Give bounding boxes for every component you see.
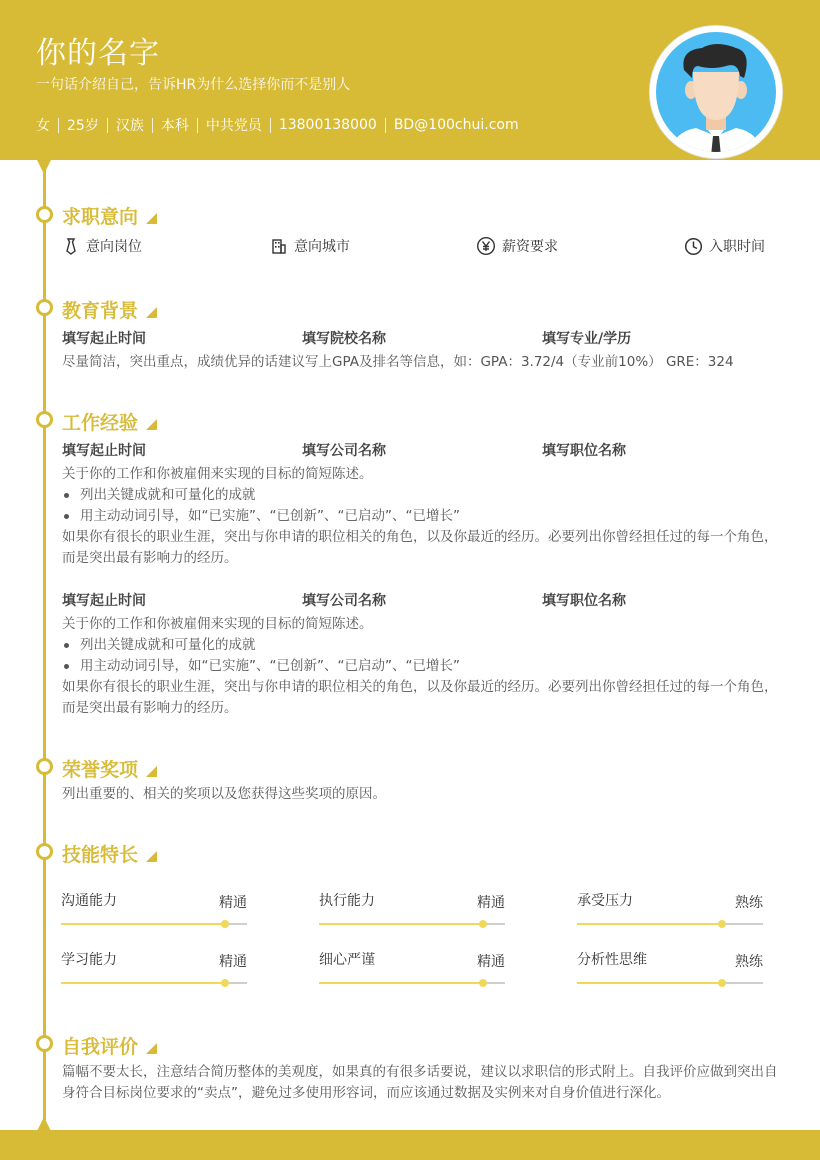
skill-name: 细心严谨: [319, 952, 375, 968]
honors-description: 列出重要的、相关的奖项以及您获得这些奖项的原因。: [62, 786, 386, 802]
skill-bar-fill: [61, 982, 225, 984]
footer-bar: [0, 1130, 820, 1160]
work-bullet: 用主动动词引导，如“已实施”、“已创新”、“已启动”、“已增长”: [62, 656, 460, 677]
skill-item: [319, 890, 505, 930]
skill-bar-knob: [221, 920, 229, 928]
timeline-dot: [36, 411, 53, 428]
skill-bar-knob: [718, 979, 726, 987]
skill-level: 精通: [477, 954, 505, 970]
work-intro: 关于你的工作和你被雇佣来实现的目标的简短陈述。: [62, 616, 373, 632]
personal-info: [36, 115, 519, 135]
corner-triangle-icon: [146, 1043, 157, 1054]
skill-bar-fill: [577, 982, 722, 984]
self-evaluation-text: 篇幅不要太长，注意结合简历整体的美观度，如果真的有很多话要说，建议以求职信的形式附上。自我评价应做到突出自身符合目标岗位要求的“卖点”，避免过多使用形容词，而应该通过数据及实例来对自身价值进行深化。: [62, 1064, 778, 1101]
skill-item: [577, 949, 763, 989]
work-position: 填写职位名称: [542, 593, 626, 609]
info-phone[interactable]: 13800138000: [278, 117, 377, 133]
skill-level: 精通: [477, 895, 505, 911]
intent-position: 意向岗位: [62, 236, 142, 256]
skill-item: [61, 949, 247, 989]
info-divider: [197, 118, 198, 133]
section-title-self-evaluation: 自我评价: [62, 1032, 157, 1059]
work-bullet: 列出关键成就和可量化的成就: [62, 485, 256, 506]
info-divider: [152, 118, 153, 133]
intent-city: 意向城市: [270, 236, 350, 256]
intent-salary: 薪资要求: [476, 236, 558, 256]
skill-level: 精通: [219, 954, 247, 970]
info-divider: [58, 118, 59, 133]
avatar-illustration: [656, 32, 776, 152]
timeline-dot: [36, 1035, 53, 1052]
intent-start-date: 入职时间: [684, 236, 765, 256]
skill-item: [319, 949, 505, 989]
skill-bar-fill: [319, 923, 483, 925]
timeline-dot: [36, 206, 53, 223]
skill-bar-fill: [577, 923, 722, 925]
clock-icon: [684, 237, 703, 256]
person-icon: [656, 32, 776, 152]
skill-name: 分析性思维: [577, 952, 647, 968]
section-title-skills: 技能特长: [62, 840, 157, 867]
work-company: 填写公司名称: [302, 593, 386, 609]
skill-level: 熟练: [735, 954, 763, 970]
work-position: 填写职位名称: [542, 443, 626, 459]
skill-level: 熟练: [735, 895, 763, 911]
skill-bar-knob: [479, 979, 487, 987]
skill-name: 学习能力: [61, 952, 117, 968]
section-title-honors: 荣誉奖项: [62, 755, 157, 782]
skill-bar-fill: [61, 923, 225, 925]
corner-triangle-icon: [146, 213, 157, 224]
info-gender: 女: [36, 118, 50, 134]
section-title-work: 工作经验: [62, 408, 157, 435]
skill-name: 沟通能力: [61, 893, 117, 909]
education-time: 填写起止时间: [62, 331, 146, 347]
corner-triangle-icon: [146, 851, 157, 862]
work-intro: 关于你的工作和你被雇佣来实现的目标的简短陈述。: [62, 466, 373, 482]
section-title-education: 教育背景: [62, 296, 157, 323]
skill-bar-knob: [221, 979, 229, 987]
skill-name: 执行能力: [319, 893, 375, 909]
skill-item: [577, 890, 763, 930]
candidate-slogan: 一句话介绍自己，告诉HR为什么选择你而不是别人: [36, 77, 351, 93]
skill-bar-fill: [319, 982, 483, 984]
skill-bar-knob: [479, 920, 487, 928]
work-extra: 如果你有很长的职业生涯，突出与你申请的职位相关的角色，以及你最近的经历。必要列出你曾经担任过的每一个角色，而是突出最有影响力的经历。: [62, 529, 778, 566]
footer-notch: [37, 1117, 51, 1131]
corner-triangle-icon: [146, 307, 157, 318]
info-age: 25岁: [67, 118, 99, 134]
work-company: 填写公司名称: [302, 443, 386, 459]
yen-icon: [476, 236, 496, 256]
work-bullet: 用主动动词引导，如“已实施”、“已创新”、“已启动”、“已增长”: [62, 506, 460, 527]
corner-triangle-icon: [146, 766, 157, 777]
info-divider: [385, 118, 386, 133]
skill-item: [61, 890, 247, 930]
info-divider: [107, 118, 108, 133]
info-divider: [270, 118, 271, 133]
timeline-dot: [36, 843, 53, 860]
info-email[interactable]: BD@100chui.com: [393, 117, 519, 133]
work-time: 填写起止时间: [62, 593, 146, 609]
skill-level: 精通: [219, 895, 247, 911]
header-banner: [0, 0, 820, 160]
education-school: 填写院校名称: [302, 331, 386, 347]
avatar: [650, 26, 782, 158]
education-description: 尽量简洁，突出重点，成绩优异的话建议写上GPA及排名等信息，如：GPA：3.72/4（专业前10%） GRE：324: [62, 354, 734, 370]
section-title-intent: 求职意向: [62, 202, 157, 229]
info-degree: 本科: [160, 118, 189, 134]
info-party: 中共党员: [205, 118, 262, 134]
corner-triangle-icon: [146, 419, 157, 430]
timeline-dot: [36, 299, 53, 316]
timeline-dot: [36, 758, 53, 775]
skill-name: 承受压力: [577, 893, 633, 909]
education-major: 填写专业/学历: [542, 331, 632, 347]
building-icon: [270, 237, 288, 255]
tie-icon: [62, 237, 80, 255]
work-bullet: 列出关键成就和可量化的成就: [62, 635, 256, 656]
work-extra: 如果你有很长的职业生涯，突出与你申请的职位相关的角色，以及你最近的经历。必要列出你曾经担任过的每一个角色，而是突出最有影响力的经历。: [62, 679, 778, 716]
candidate-name: 你的名字: [36, 36, 160, 71]
skill-bar-knob: [718, 920, 726, 928]
info-ethnicity: 汉族: [115, 118, 144, 134]
work-time: 填写起止时间: [62, 443, 146, 459]
